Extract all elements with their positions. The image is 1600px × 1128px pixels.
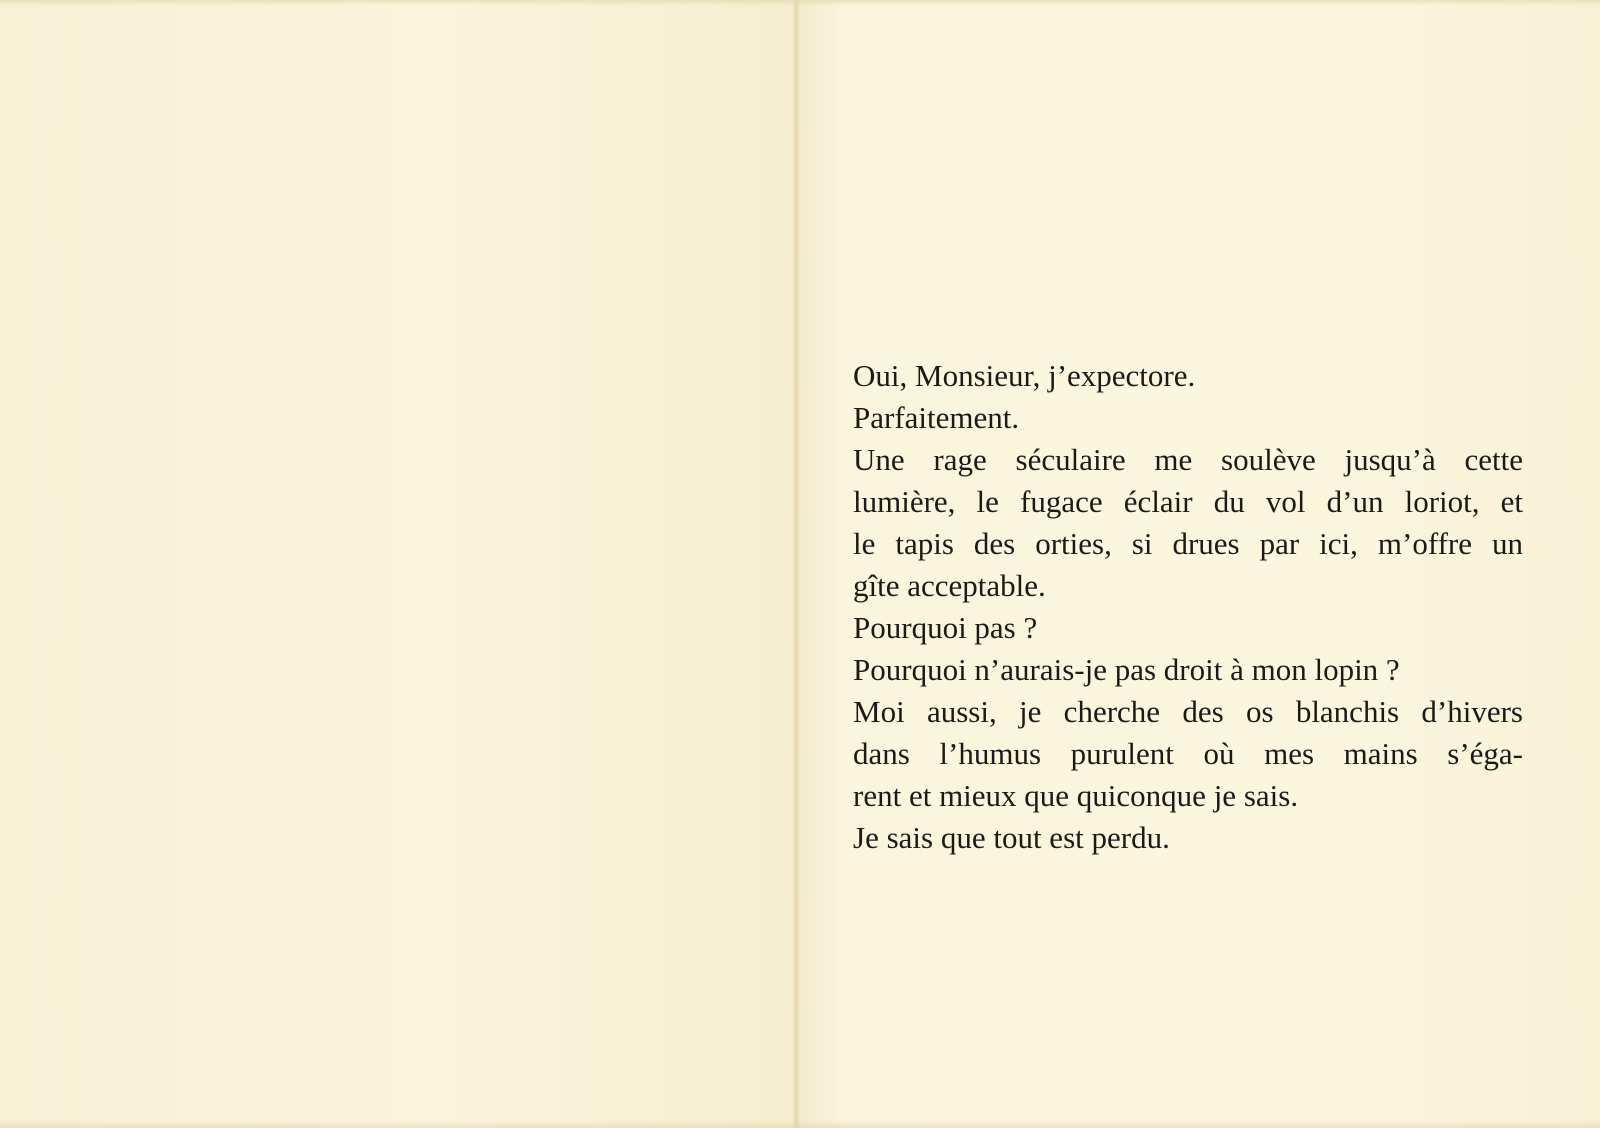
book-gutter (792, 0, 800, 1128)
poem-text (853, 355, 1523, 859)
poem-line: rent et mieux que quiconque je sais. (853, 778, 1299, 813)
poem-line: Je sais que tout est perdu. (853, 820, 1170, 855)
poem-line: Parfaitement. (853, 400, 1020, 435)
poem-line: gîte acceptable. (853, 568, 1046, 603)
poem-line: Pourquoi n’aurais-je pas droit à mon lopin ? (853, 652, 1400, 687)
poem-line: le tapis des orties, si drues par ici, m’offre un (853, 526, 1523, 561)
poem-line: Pourquoi pas ? (853, 610, 1038, 645)
poem-line: lumière, le fugace éclair du vol d’un loriot, et (853, 484, 1523, 519)
poem-line: Une rage séculaire me soulève jusqu’à cette (853, 442, 1523, 477)
page-bottom-edge (0, 1120, 1600, 1128)
poem-line: dans l’humus purulent où mes mains s’éga- (853, 736, 1523, 771)
page-top-edge (0, 0, 1600, 6)
poem-line: Oui, Monsieur, j’expectore. (853, 358, 1196, 393)
poem-line: Moi aussi, je cherche des os blanchis d’hivers (853, 694, 1523, 729)
left-page-blank (0, 0, 796, 1128)
